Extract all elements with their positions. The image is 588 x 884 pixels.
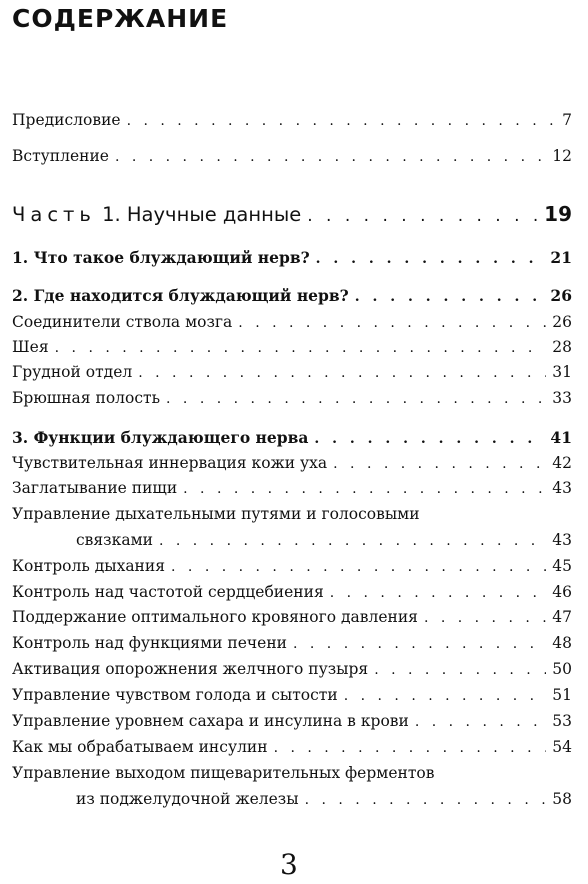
toc-page-number: 58	[552, 790, 572, 808]
footer-page-glyph: 3	[280, 848, 298, 881]
toc-entry-label: Поддержание оптимального кровяного давления	[12, 608, 418, 626]
leader-dots	[171, 557, 546, 577]
page-title: СОДЕРЖАНИЕ	[12, 4, 229, 33]
toc-chapter-2[interactable]	[12, 286, 572, 307]
leader-dots	[183, 479, 546, 499]
toc-entry-first-line[interactable]: Управление выходом пищеварительных ферментов	[12, 764, 435, 782]
toc-entry[interactable]	[12, 582, 572, 603]
toc-page-number: 12	[552, 147, 572, 165]
toc-entry-introduction[interactable]	[12, 146, 572, 167]
toc-entry-label: Соединители ствола мозга	[12, 313, 233, 331]
toc-entry[interactable]	[76, 789, 572, 810]
part-word: Часть	[12, 203, 96, 226]
toc-entry[interactable]	[12, 362, 572, 383]
leader-dots	[355, 287, 545, 307]
toc-entry[interactable]	[12, 685, 572, 706]
toc-entry[interactable]	[12, 556, 572, 577]
leader-dots	[166, 389, 546, 409]
leader-dots	[138, 363, 546, 383]
toc-page-number: 33	[552, 389, 572, 407]
toc-entry-label: Как мы обрабатываем инсулин	[12, 738, 268, 756]
leader-dots	[424, 608, 546, 628]
toc-chapter-label: 1. Что такое блуждающий нерв?	[12, 248, 310, 267]
toc-entry-label: Управление чувством голода и сытости	[12, 686, 338, 704]
toc-entry-label: Чувствительная иннервация кожи уха	[12, 454, 328, 472]
toc-page-number: 26	[552, 313, 572, 331]
leader-dots	[330, 583, 547, 603]
leader-dots	[127, 111, 557, 131]
toc-page-number: 31	[552, 363, 572, 381]
toc-entry[interactable]	[12, 453, 572, 474]
toc-page-number: 7	[562, 111, 572, 129]
toc-entry-label: Контроль над частотой сердцебиения	[12, 583, 324, 601]
toc-page-number: 54	[552, 738, 572, 756]
toc-entry-label: Заглатывание пищи	[12, 479, 178, 497]
toc-page-number: 19	[544, 202, 572, 226]
toc-page-number: 48	[552, 634, 572, 652]
leader-dots	[115, 147, 546, 167]
toc-page-number: 43	[552, 479, 572, 497]
toc-entry[interactable]	[12, 711, 572, 732]
toc-entry-label: связками	[76, 531, 153, 549]
toc-page-number: 53	[552, 712, 572, 730]
toc-entry[interactable]	[12, 388, 572, 409]
toc-entry-label: Шея	[12, 338, 49, 356]
toc-entry-label: из поджелудочной железы	[76, 790, 299, 808]
toc-entry[interactable]	[12, 737, 572, 758]
toc-entry-label: Контроль над функциями печени	[12, 634, 287, 652]
toc-part-label	[12, 203, 301, 227]
leader-dots	[314, 429, 544, 449]
toc-page-number: 26	[550, 286, 572, 305]
toc-entry-label: Контроль дыхания	[12, 557, 166, 575]
toc-entry-label: Вступление	[12, 147, 109, 165]
leader-dots	[274, 738, 547, 758]
toc-entry-first-line[interactable]: Управление дыхательными путями и голосовыми	[12, 505, 420, 523]
toc-page-number: 41	[550, 428, 572, 447]
toc-entry[interactable]	[12, 478, 572, 499]
toc-chapter-3[interactable]	[12, 428, 572, 449]
toc-entry[interactable]	[12, 312, 572, 333]
leader-dots	[344, 686, 547, 706]
toc-page-number: 21	[550, 248, 572, 267]
leader-dots	[305, 790, 547, 810]
leader-dots	[374, 660, 546, 680]
toc-entry-preface[interactable]	[12, 110, 572, 131]
leader-dots	[333, 454, 546, 474]
toc-page-number: 50	[552, 660, 572, 678]
leader-dots	[316, 249, 545, 269]
toc-entry[interactable]	[12, 607, 572, 628]
toc-entry[interactable]	[76, 530, 572, 551]
toc-page-number: 28	[552, 338, 572, 356]
toc-page-number: 42	[552, 454, 572, 472]
toc-page-number: 51	[552, 686, 572, 704]
toc-chapter-1[interactable]	[12, 248, 572, 269]
toc-entry-label: Брюшная полость	[12, 389, 161, 407]
leader-dots	[415, 712, 546, 732]
part-title: 1. Научные данные	[95, 203, 302, 226]
toc-part-1[interactable]	[12, 202, 572, 228]
toc-entry-label: Активация опорожнения желчного пузыря	[12, 660, 369, 678]
toc-page-number: 47	[552, 608, 572, 626]
leader-dots	[293, 634, 546, 654]
toc-chapter-label: 2. Где находится блуждающий нерв?	[12, 286, 349, 305]
toc-entry[interactable]	[12, 633, 572, 654]
leader-dots	[307, 204, 538, 228]
toc-page-number: 46	[552, 583, 572, 601]
leader-dots	[159, 531, 546, 551]
toc-entry-label: Предисловие	[12, 111, 121, 129]
toc-entry-label: Грудной отдел	[12, 363, 133, 381]
toc-entry-label: Управление уровнем сахара и инсулина в крови	[12, 712, 409, 730]
toc-page-number: 43	[552, 531, 572, 549]
toc-entry[interactable]	[12, 337, 572, 358]
toc-chapter-label: 3. Функции блуждающего нерва	[12, 428, 309, 447]
leader-dots	[55, 338, 547, 358]
toc-page-number: 45	[552, 557, 572, 575]
toc-entry[interactable]	[12, 659, 572, 680]
leader-dots	[238, 313, 546, 333]
